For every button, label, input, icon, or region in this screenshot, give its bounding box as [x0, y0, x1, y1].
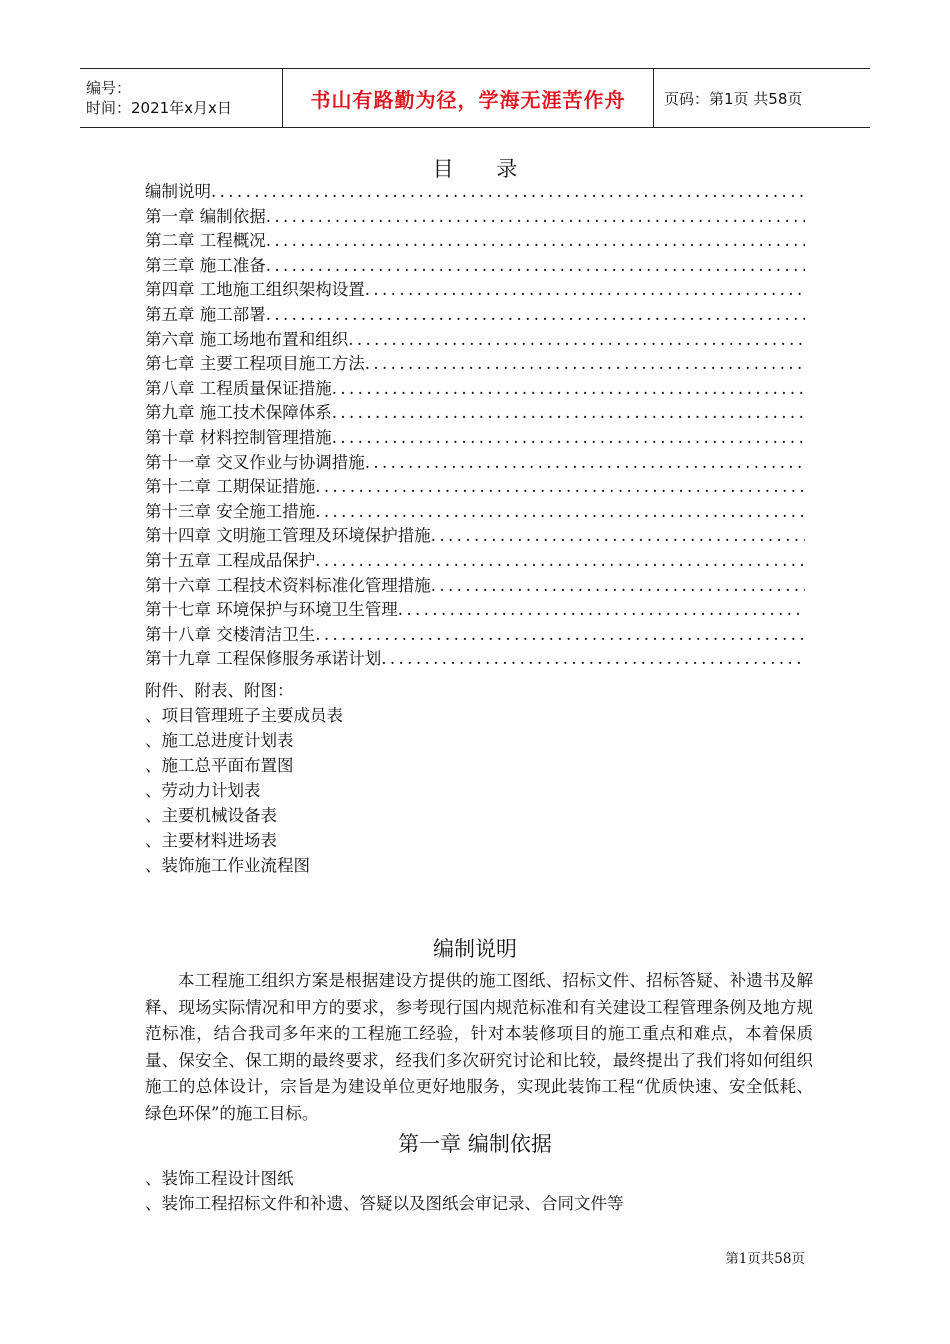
toc-entry-label: 第五章 施工部署 [145, 304, 266, 324]
toc-leader-dots [266, 303, 805, 328]
toc-entry[interactable] [145, 451, 805, 476]
chapter1-list [145, 1166, 805, 1216]
appendix-item: 、施工总进度计划表 [145, 731, 294, 750]
toc-entry-label: 第三章 施工准备 [145, 255, 266, 275]
toc-leader-dots [431, 574, 805, 599]
toc-entry[interactable] [145, 254, 805, 279]
page-footer-number: 第1页共58页 [725, 1251, 805, 1267]
toc-leader-dots [332, 426, 805, 451]
toc-leader-dots [348, 328, 805, 353]
toc-entry-label: 第八章 工程质量保证措施 [145, 378, 332, 398]
header-page-cell [654, 69, 870, 127]
toc-entry[interactable] [145, 278, 805, 303]
toc-title: 目 录 [432, 157, 536, 181]
toc-entry-label: 第二章 工程概况 [145, 231, 266, 251]
toc-entry-label: 第十章 材料控制管理措施 [145, 427, 332, 447]
toc-entry[interactable] [145, 401, 805, 426]
toc-entry[interactable] [145, 328, 805, 353]
document-number: 编号： [86, 79, 132, 97]
toc-entry[interactable] [145, 229, 805, 254]
toc-leader-dots [398, 598, 805, 623]
toc-entry-label: 第九章 施工技术保障体系 [145, 403, 332, 423]
toc-entry-label: 第十六章 工程技术资料标准化管理措施 [145, 575, 431, 595]
section-title-intro: 编制说明 [433, 937, 517, 961]
toc-entry-label: 第七章 主要工程项目施工方法 [145, 354, 365, 374]
toc-leader-dots [332, 401, 805, 426]
header-meta [80, 69, 282, 127]
toc-leader-dots [431, 524, 805, 549]
toc-entry-label: 编制说明 [145, 182, 211, 201]
toc-entry[interactable] [145, 524, 805, 549]
toc-leader-dots [211, 180, 805, 205]
header-motto: 书山有路勤为径，学海无涯苦作舟 [310, 87, 626, 112]
toc-entry[interactable] [145, 574, 805, 599]
toc-leader-dots [315, 623, 805, 648]
toc-leader-dots [315, 500, 805, 525]
toc-leader-dots [365, 451, 805, 476]
toc-entry[interactable] [145, 598, 805, 623]
toc-leader-dots [365, 278, 805, 303]
appendix-item: 、项目管理班子主要成员表 [145, 706, 343, 725]
toc-leader-dots [365, 352, 805, 377]
toc-entry-label: 第四章 工地施工组织架构设置 [145, 280, 365, 300]
toc-entry[interactable] [145, 549, 805, 574]
toc-entry[interactable] [145, 303, 805, 328]
toc-leader-dots [315, 475, 805, 500]
toc-entry-label: 第十七章 环境保护与环境卫生管理 [145, 600, 398, 620]
toc-entry-label: 第十八章 交楼清洁卫生 [145, 624, 316, 644]
header-motto-cell [282, 69, 654, 127]
appendix-heading: 附件、附表、附图： [145, 681, 294, 700]
appendix-item: 、施工总平面布置图 [145, 756, 294, 775]
toc-leader-dots [381, 647, 805, 672]
toc-entry-label: 第十一章 交叉作业与协调措施 [145, 452, 365, 472]
toc-entry[interactable] [145, 426, 805, 451]
toc-leader-dots [332, 377, 805, 402]
chapter1-item: 、装饰工程设计图纸 [145, 1169, 294, 1188]
toc-entry-label: 第十九章 工程保修服务承诺计划 [145, 649, 382, 669]
document-date: 时间：2021年x月x日 [86, 99, 232, 117]
appendix-item: 、主要机械设备表 [145, 806, 277, 825]
toc-entry[interactable] [145, 475, 805, 500]
toc-entry[interactable] [145, 180, 805, 205]
toc-leader-dots [266, 254, 805, 279]
appendix-item: 、主要材料进场表 [145, 831, 277, 850]
toc-leader-dots [266, 205, 805, 230]
toc-entry[interactable] [145, 377, 805, 402]
toc-entry-label: 第十四章 文明施工管理及环境保护措施 [145, 526, 431, 546]
toc-entry[interactable] [145, 647, 805, 672]
toc-entry-label: 第十五章 工程成品保护 [145, 550, 316, 570]
toc-entry[interactable] [145, 500, 805, 525]
table-of-contents [145, 180, 805, 672]
toc-entry[interactable] [145, 352, 805, 377]
header-page-number: 页码：第1页 共58页 [664, 89, 803, 108]
toc-leader-dots [266, 229, 805, 254]
toc-entry-label: 第十二章 工期保证措施 [145, 477, 316, 497]
toc-entry[interactable] [145, 205, 805, 230]
page-header [80, 68, 870, 128]
appendix-item: 、劳动力计划表 [145, 781, 261, 800]
chapter1-title: 第一章 编制依据 [398, 1132, 552, 1156]
toc-entry[interactable] [145, 623, 805, 648]
toc-entry-label: 第十三章 安全施工措施 [145, 501, 316, 521]
toc-entry-label: 第一章 编制依据 [145, 206, 266, 226]
intro-paragraph: 本工程施工组织方案是根据建设方提供的施工图纸、招标文件、招标答疑、补遗书及解释、现场实际情况和甲方的要求，参考现行国内规范标准和有关建设工程管理条例及地方规范标准，结合我司多年来的工程施工经验，针对本装修项目的施工重点和难点，本着保质量、保安全、保工期的最终要求，经我们多次研究讨论和比较，最终提出了我们将如何组织施工的总体设计，宗旨是为建设单位更好地服务，实现此装饰工程“优质快速、安全低耗、绿色环保”的施工目标。 [145, 971, 813, 1123]
appendix-item: 、装饰施工作业流程图 [145, 856, 310, 875]
toc-leader-dots [315, 549, 805, 574]
chapter1-item: 、装饰工程招标文件和补遗、答疑以及图纸会审记录、合同文件等 [145, 1194, 624, 1213]
appendix-list [145, 678, 805, 878]
toc-entry-label: 第六章 施工场地布置和组织 [145, 329, 349, 349]
